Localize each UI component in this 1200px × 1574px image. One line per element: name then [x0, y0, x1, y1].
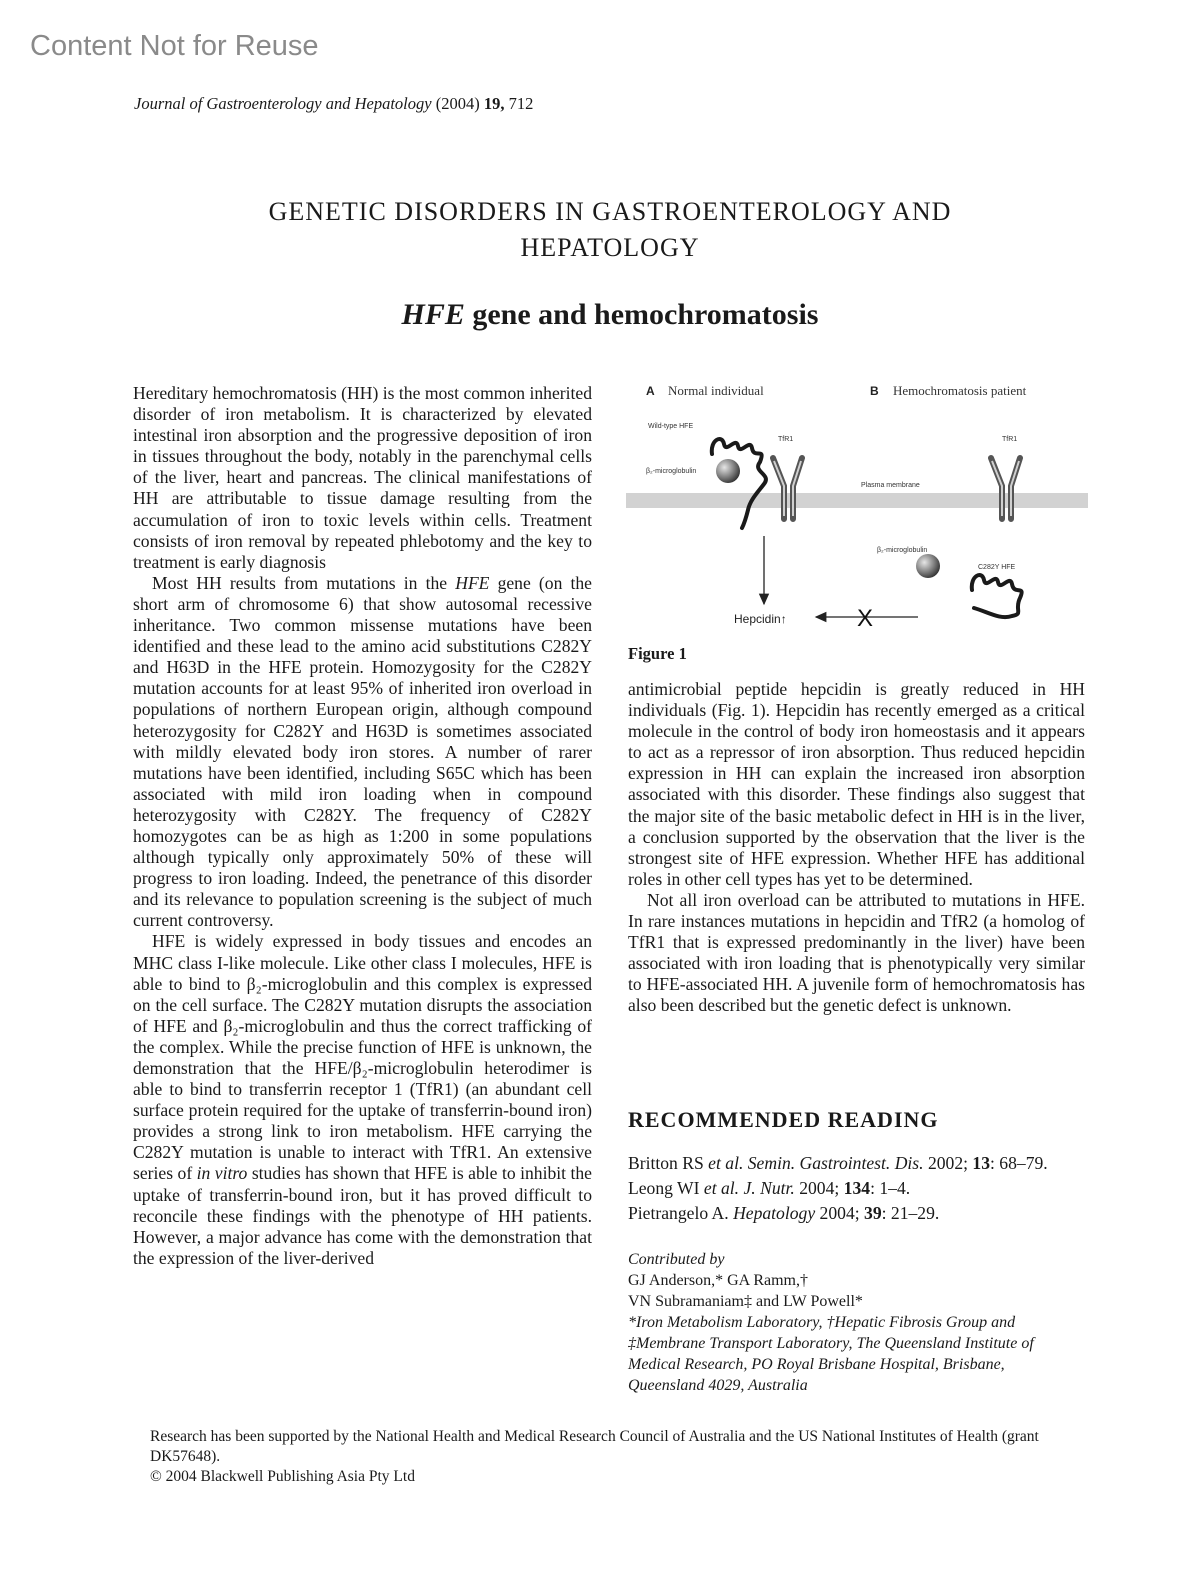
running-head — [134, 94, 533, 114]
paragraph-intro: Hereditary hemochromatosis (HH) is the most common inherited disorder of iron metabolism. It is characterized by elevated intestinal iron absorption and the progressive deposition of iron in tissues throughout the body, notably in the parenchymal cells of the liver, heart and pancreas. The clinical manifestations of HH are attributable to tissue damage resulting from the accumulation of iron to toxic levels within cells. Treatment consists of iron removal by repeated phlebotomy and the key to treatment is early diagnosis — [133, 383, 592, 572]
panel-a-title: Normal individual — [668, 383, 764, 398]
ref-journal: J. Nutr. — [739, 1178, 795, 1198]
ref-pages: : 1–4. — [870, 1178, 911, 1198]
ref-authors: Pietrangelo A. — [628, 1203, 734, 1223]
ref-year: 2004; — [794, 1178, 844, 1198]
affiliation-line4: Queensland 4029, Australia — [628, 1377, 808, 1394]
reference-item — [628, 1178, 1093, 1199]
article-title-gene: HFE — [401, 298, 465, 331]
paragraph-function — [133, 931, 592, 1269]
contributor-names-line1: GJ Anderson,* GA Ramm,† — [628, 1272, 808, 1289]
ref-pages: : 21–29. — [881, 1203, 940, 1223]
c282y-hfe-label: C282Y HFE — [978, 564, 1016, 571]
page-footer — [134, 1427, 1089, 1487]
paragraph-hepcidin: antimicrobial peptide hepcidin is greatly reduced in HH individuals (Fig. 1). Hepcidin has recently emerged as a critical molecule in the control of body iron homeostasis and it appears to act as a repressor of iron absorption. Thus reduced hepcidin expression in HH can explain the increased iron absorption associated with this disorder. These findings also suggest that the major site of the basic metabolic defect in HH is in the liver, a conclusion supported by the observation that the liver is the strongest site of HFE expression. Whether HFE has additional roles in other cell types has yet to be determined. — [628, 679, 1085, 889]
funding-statement: Research has been supported by the National Health and Medical Research Council of Australia and the US National Institutes of Health (grant DK57648). — [150, 1428, 1039, 1465]
paragraph-mutations — [133, 573, 592, 932]
hepcidin-up-arrow: ↑ — [780, 612, 787, 626]
ref-year: 2002; — [923, 1153, 973, 1173]
reference-item — [628, 1153, 1093, 1174]
b2m-label-b: β₂-microglobulin — [877, 547, 928, 554]
paragraph-other-causes: Not all iron overload can be attributed to mutations in HFE. In rare instances mutations in hepcidin and TfR2 (a homolog of TfR1 that is expressed predominantly in the liver) have been associated with iron loading that is phenotypically very similar to HFE-associated HH. A juvenile form of hemochromatosis has also been described but the genetic defect is unknown. — [628, 889, 1085, 1016]
article-title — [150, 298, 1070, 332]
ref-volume: 134 — [843, 1178, 871, 1198]
affiliation-line3: Medical Research, PO Royal Brisbane Hospital, Brisbane, — [628, 1356, 1005, 1373]
journal-year: (2004) — [435, 94, 480, 113]
ref-journal: Hepatology — [733, 1203, 816, 1223]
text-span: Most HH results from mutations in the — [152, 572, 456, 593]
panel-b-letter: B — [870, 384, 879, 398]
tfr1-label-b: TfR1 — [1002, 436, 1018, 443]
ref-year: 2004; — [815, 1203, 865, 1223]
gene-name: HFE — [455, 572, 490, 593]
ref-pages: : 68–79. — [990, 1153, 1048, 1173]
right-column — [628, 679, 1085, 1017]
affiliation-line2: ‡Membrane Transport Laboratory, The Queensland Institute of — [628, 1335, 1034, 1352]
panel-a-letter: A — [646, 384, 655, 398]
wild-type-hfe-label: Wild-type HFE — [648, 423, 694, 430]
panel-b-title: Hemochromatosis patient — [893, 383, 1027, 398]
journal-name: Journal of Gastroenterology and Hepatology — [134, 94, 432, 113]
section-title — [150, 194, 1070, 266]
journal-volume: 19, — [483, 94, 505, 113]
hepcidin-label — [734, 612, 787, 626]
journal-page: 712 — [508, 94, 534, 113]
reference-item — [628, 1203, 1093, 1224]
b2m-ball-b — [916, 554, 940, 578]
contributed-by-label: Contributed by — [628, 1251, 725, 1268]
reference-list — [628, 1153, 1093, 1228]
copyright-notice: © 2004 Blackwell Publishing Asia Pty Ltd — [150, 1468, 415, 1485]
article-title-rest: gene and hemochromatosis — [464, 298, 819, 331]
b2m-label-a: β₂-microglobulin — [646, 468, 697, 475]
left-column — [133, 383, 592, 1269]
in-vitro-term: in vitro — [196, 1163, 248, 1184]
c282y-hfe-protein — [972, 575, 1022, 617]
text-span: gene (on the short arm of chromosome 6) that show autosomal recessive inheritance. Two common missense mutations have been identified and these lead to the amino acid substitutions C282Y and H63D in the HFE protein. Homozygosity for the C282Y mutation accounts for at least 95% of inherited iron overload in populations of northern European origin, although compound heterozygosity for C282Y and H63D is sometimes associated with mildly elevated body iron stores. A number of rarer mutations have been identified, including S65C which has been associated with mild iron loading when in compound heterozygosity with C282Y. The frequency of C282Y homozygotes can be as high as 1:200 in some populations although typically only approximately 50% of these will progress to iron loading. Indeed, the penetrance of this disorder and its relevance to population screening is the subject of much current controversy. — [133, 572, 592, 931]
figure-1-diagram — [626, 376, 1088, 646]
figure-caption: Figure 1 — [628, 644, 687, 663]
ref-journal: Semin. Gastrointest. Dis. — [743, 1153, 924, 1173]
ref-volume: 39 — [864, 1203, 882, 1223]
ref-etal: et al. — [703, 1178, 740, 1198]
affiliation-line1: *Iron Metabolism Laboratory, †Hepatic Fibrosis Group and — [628, 1314, 1016, 1331]
tfr1-label-a: TfR1 — [778, 436, 794, 443]
b2m-ball-a — [716, 459, 740, 483]
plasma-membrane-band — [626, 493, 1088, 508]
watermark: Content Not for Reuse — [30, 30, 319, 62]
contributors-block — [628, 1249, 1093, 1396]
text-span: studies has shown that HFE is able to inhibit the uptake of transferrin-bound iron, but it has proved difficult to reconcile these findings with the phenotype of HH patients. However, a major advance has come with the demonstration that the expression of the liver-derived — [133, 1163, 592, 1268]
contributor-names-line2: VN Subramaniam‡ and LW Powell* — [628, 1293, 863, 1310]
recommended-reading-heading: RECOMMENDED READING — [628, 1107, 939, 1132]
ref-authors: Britton RS — [628, 1153, 709, 1173]
ref-authors: Leong WI — [628, 1178, 704, 1198]
section-title-line2: HEPATOLOGY — [520, 233, 700, 262]
wild-type-hfe-protein — [712, 439, 766, 528]
section-title-line1: GENETIC DISORDERS IN GASTROENTEROLOGY AND — [268, 197, 952, 226]
ref-volume: 13 — [972, 1153, 991, 1173]
ref-etal: et al. — [708, 1153, 744, 1173]
plasma-membrane-label: Plasma membrane — [861, 482, 920, 489]
hepcidin-text: Hepcidin — [734, 612, 781, 626]
block-mark: X — [857, 605, 874, 632]
text-span: HFE is widely expressed in body tissues and encodes an MHC class I-like molecule. Like other class I molecules, HFE is able to bind to β₂-microglobulin and this complex is expressed on the cell surface. The C282Y mutation disrupts the association of HFE and β₂-microglobulin and thus the correct trafficking of the complex. While the precise function of HFE is unknown, the demonstration that the HFE/β₂-microglobulin heterodimer is able to bind to transferrin receptor 1 (TfR1) (an abundant cell surface protein required for the uptake of transferrin-bound iron) provides a strong link to iron metabolism. HFE carrying the C282Y mutation is unable to interact with TfR1. An extensive series of — [133, 931, 592, 1184]
